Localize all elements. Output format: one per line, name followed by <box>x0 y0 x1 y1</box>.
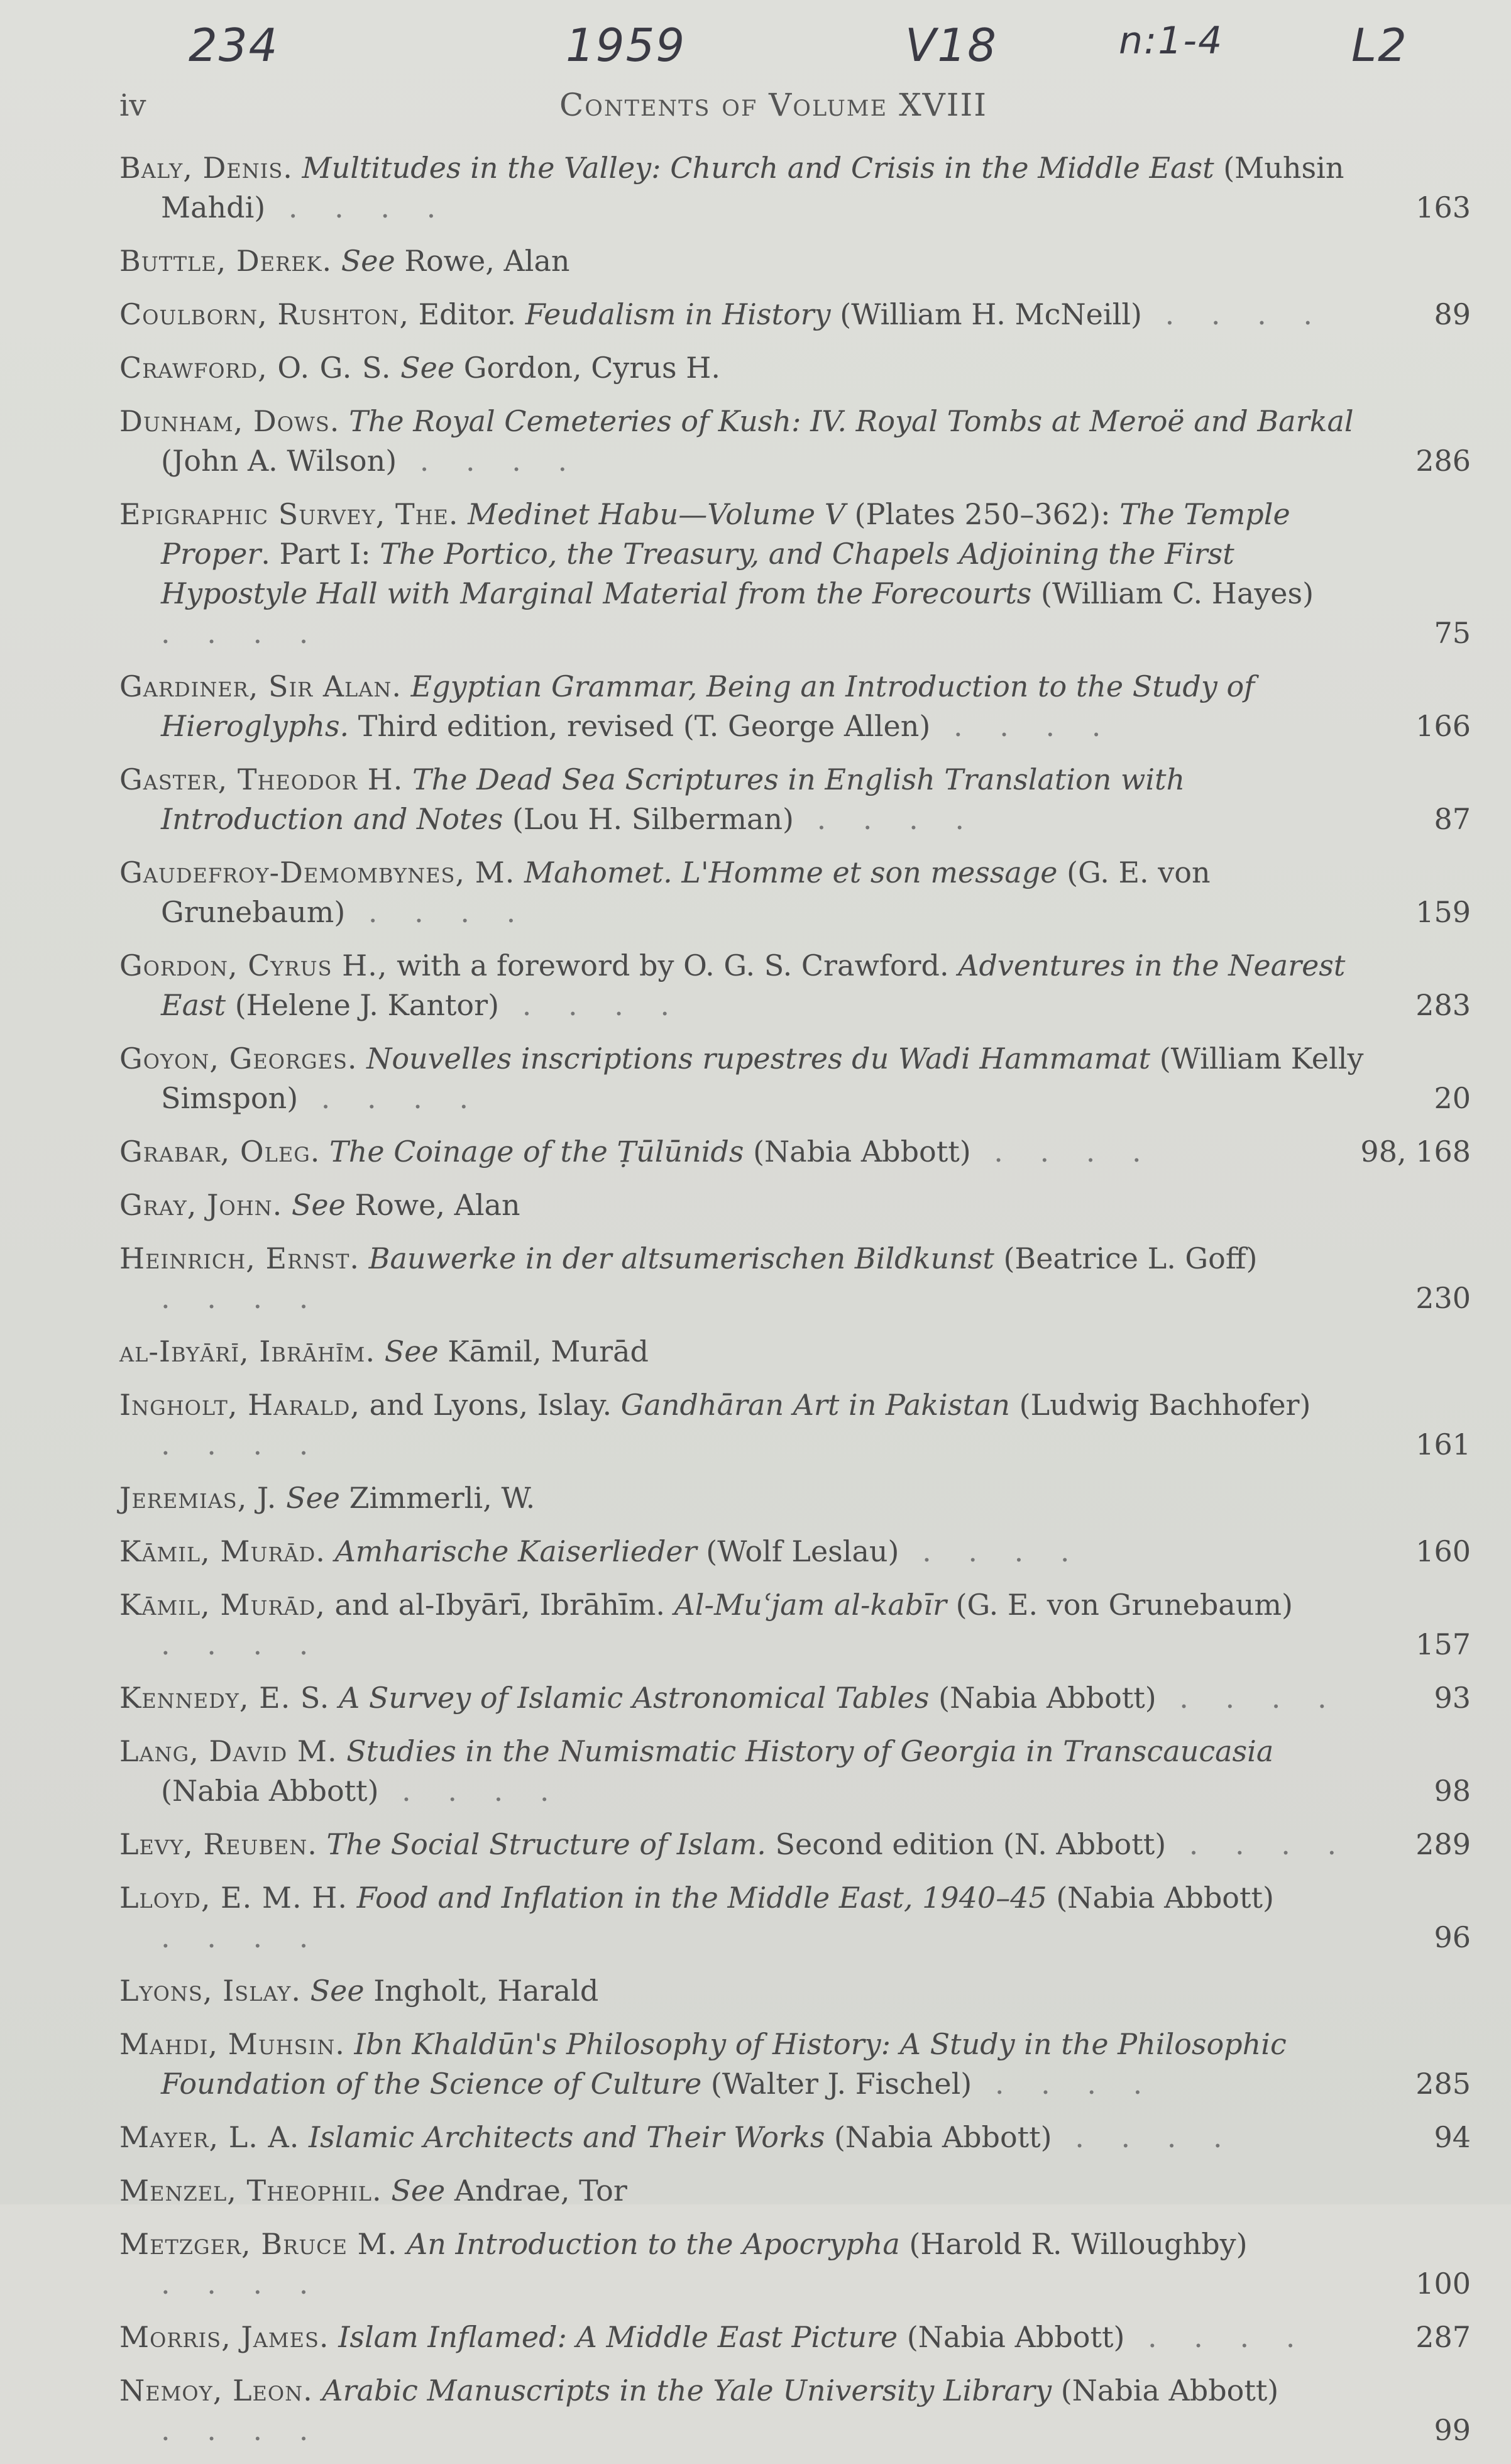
entry-text <box>119 853 1471 932</box>
entry-text <box>119 402 1471 481</box>
leader-dots: . . . . <box>161 1281 322 1315</box>
entry-page-number: 157 <box>1415 1627 1471 1661</box>
entry-reviewer: (Muhsin Mahdi) <box>161 151 1344 224</box>
entry-title: Nouvelles inscriptions rupestres du Wadi Hammamat <box>366 1042 1151 1075</box>
contents-entry <box>119 1478 1471 1518</box>
handwritten-note-2: 1959 <box>566 19 686 72</box>
entry-text <box>119 1585 1471 1664</box>
entry-reviewer: (Nabia Abbott) <box>825 2120 1052 2154</box>
leader-dots: . . . . <box>970 1135 1155 1169</box>
entry-text <box>119 1385 1471 1465</box>
entry-reviewer: Kāmil, Murād <box>438 1334 649 1368</box>
entry-page-number: 93 <box>1434 1681 1471 1715</box>
contents-entry <box>119 1678 1471 1718</box>
contents-entry <box>119 402 1471 481</box>
entry-text <box>119 2171 1471 2211</box>
entry-page-number: 100 <box>1415 2267 1471 2301</box>
entry-author: Crawford, O. G. S. <box>119 351 392 385</box>
leader-dots: . . . . <box>298 1081 483 1115</box>
contents-entry <box>119 1385 1471 1465</box>
entry-title: Bauwerke in der altsumerischen Bildkunst <box>368 1241 994 1275</box>
entry-author: al-Ibyārī, Ibrāhīm. <box>119 1334 376 1368</box>
entry-author: Goyon, Georges. <box>119 1042 358 1075</box>
entry-reviewer: Second edition (N. Abbott) <box>766 1827 1167 1861</box>
entry-title: Arabic Manuscripts in the Yale University Library <box>322 2373 1052 2407</box>
handwritten-note-4: n:1-4 <box>1119 19 1224 63</box>
contents-entry <box>119 1732 1471 1811</box>
leader-dots: . . . . <box>1124 2320 1309 2354</box>
entry-author: Lyons, Islay. <box>119 1974 301 2008</box>
entry-text <box>119 1732 1471 1811</box>
leader-dots: . . . . <box>161 1920 322 1954</box>
entry-title: See <box>384 1334 439 1368</box>
entry-preamble: and al-Ibyārī, Ibrāhīm. <box>325 1588 674 1622</box>
contents-entry <box>119 1585 1471 1664</box>
leader-dots: . . . . <box>161 1427 322 1461</box>
contents-entry <box>119 1185 1471 1225</box>
entry-page-number: 230 <box>1415 1281 1471 1315</box>
entry-page-number: 283 <box>1415 988 1471 1022</box>
leader-dots: . . . . <box>378 1774 563 1808</box>
contents-list <box>119 148 1471 2464</box>
entry-title: The Royal Cemeteries of Kush: IV. Royal Tombs at Meroë and Barkal <box>349 404 1354 438</box>
entry-author: Lloyd, E. M. H. <box>119 1881 348 1915</box>
entry-reviewer: (Helene J. Kantor) <box>226 988 500 1022</box>
entry-page-number: 89 <box>1434 297 1471 331</box>
entry-author: Dunham, Dows. <box>119 404 340 438</box>
leader-dots: . . . . <box>930 709 1115 743</box>
entry-title: Amharische Kaiserlieder <box>334 1534 697 1568</box>
contents-entry <box>119 853 1471 932</box>
entry-reviewer: (Nabia Abbott) <box>161 1774 379 1808</box>
contents-entry <box>119 2025 1471 2104</box>
entry-text <box>119 1039 1471 1118</box>
entry-reviewer: Rowe, Alan <box>395 244 570 278</box>
entry-title: Feudalism in History <box>525 297 831 331</box>
entry-title: Adventures in the Nearest East <box>161 949 1346 1022</box>
entry-reviewer: (Nabia Abbott) <box>898 2320 1125 2354</box>
entry-reviewer: (Nabia Abbott) <box>1052 2373 1279 2407</box>
entry-text <box>119 1478 1471 1518</box>
entry-reviewer: (Walter J. Fischel) <box>701 2067 972 2101</box>
page-number: iv <box>119 88 146 123</box>
entry-text <box>119 1239 1471 1318</box>
entry-author: Buttle, Derek. <box>119 244 332 278</box>
leader-dots: . . . . <box>161 1627 322 1661</box>
entry-title: The Social Structure of Islam. <box>326 1827 766 1861</box>
entry-title: See <box>341 244 395 278</box>
leader-dots: . . . . <box>1156 1681 1341 1715</box>
entry-reviewer: (William Kelly Simspon) <box>161 1042 1364 1115</box>
leader-dots: . . . . <box>1052 2120 1236 2154</box>
entry-text <box>119 241 1471 281</box>
entry-reviewer: Ingholt, Harald <box>364 1974 599 2008</box>
entry-reviewer: Zimmerli, W. <box>340 1481 536 1515</box>
entry-page-number: 289 <box>1415 1827 1471 1861</box>
contents-entry <box>119 2318 1471 2357</box>
entry-page-number: 94 <box>1434 2120 1471 2154</box>
entry-title: See <box>310 1974 365 2008</box>
entry-page-number: 98 <box>1434 1774 1471 1808</box>
entry-title: Al-Muʿjam al-kabīr <box>674 1588 947 1622</box>
entry-reviewer: Third edition, revised (T. George Allen) <box>349 709 931 743</box>
contents-entry <box>119 241 1471 281</box>
contents-entry <box>119 1332 1471 1372</box>
entry-reviewer: Andrae, Tor <box>445 2174 627 2208</box>
entry-title: Ibn Khaldūn's Philosophy of History: A Study in the Philosophic Foundation of the Science of Culture <box>161 2027 1287 2101</box>
entry-reviewer: (Ludwig Bachhofer) <box>1010 1388 1311 1422</box>
entry-text <box>119 1678 1471 1718</box>
entry-author: Gaudefroy-Demombynes, M. <box>119 855 515 889</box>
entry-title: See <box>391 2174 446 2208</box>
entry-text <box>119 1532 1471 1571</box>
entry-page-number: 285 <box>1415 2067 1471 2101</box>
entry-text <box>119 2371 1471 2450</box>
entry-author: Coulborn, Rushton, <box>119 297 409 331</box>
entry-page-number: 75 <box>1434 616 1471 650</box>
entry-reviewer: (Nabia Abbott) <box>1047 1881 1274 1915</box>
entry-title: A Survey of Islamic Astronomical Tables <box>339 1681 930 1715</box>
entry-text <box>119 1132 1471 1172</box>
leader-dots: . . . . <box>397 444 581 478</box>
entry-author: Morris, James. <box>119 2320 329 2354</box>
page-title: Contents of Volume XVIII <box>559 87 988 123</box>
contents-entry <box>119 148 1471 228</box>
entry-author: Nemoy, Leon. <box>119 2373 313 2407</box>
entry-author: Gordon, Cyrus H., <box>119 949 388 982</box>
leader-dots: . . . . <box>499 988 684 1022</box>
contents-entry <box>119 2371 1471 2450</box>
contents-entry <box>119 1878 1471 1957</box>
entry-text <box>119 148 1471 228</box>
entry-reviewer: (Beatrice L. Goff) <box>994 1241 1258 1275</box>
entry-author: Jeremias, J. <box>119 1481 277 1515</box>
entry-title: See <box>400 351 455 385</box>
entry-page-number: 96 <box>1434 1920 1471 1954</box>
entry-page-number: 163 <box>1415 190 1471 224</box>
contents-entry <box>119 2225 1471 2304</box>
entry-page-number: 98, 168 <box>1360 1135 1471 1169</box>
entry-reviewer-part3: (William C. Hayes) <box>1031 576 1314 610</box>
entry-page-number: 20 <box>1434 1081 1471 1115</box>
contents-entry <box>119 2171 1471 2211</box>
entry-text <box>119 1878 1471 1957</box>
entry-text-part2: . Part I: <box>261 537 380 571</box>
leader-dots: . . . . <box>899 1534 1084 1568</box>
entry-author: Kennedy, E. S. <box>119 1681 330 1715</box>
entry-preamble: with a foreword by O. G. S. Crawford. <box>387 949 959 982</box>
entry-page-number: 166 <box>1415 709 1471 743</box>
leader-dots: . . . . <box>1166 1827 1351 1861</box>
entry-reviewer: (Plates 250–362): <box>845 497 1120 531</box>
entry-author: Heinrich, Ernst. <box>119 1241 360 1275</box>
entry-text <box>119 1971 1471 2011</box>
entry-text <box>119 946 1471 1025</box>
entry-reviewer: Gordon, Cyrus H. <box>454 351 720 385</box>
entry-preamble: and Lyons, Islay. <box>360 1388 621 1422</box>
entry-text <box>119 760 1471 839</box>
entry-text <box>119 495 1471 653</box>
entry-reviewer: (Nabia Abbott) <box>744 1135 971 1169</box>
contents-entry <box>119 1532 1471 1571</box>
leader-dots: . . . . <box>161 2267 322 2301</box>
entry-reviewer: Rowe, Alan <box>345 1188 520 1222</box>
entry-reviewer: (John A. Wilson) <box>161 444 397 478</box>
entry-reviewer: (G. E. von Grunebaum) <box>161 855 1211 929</box>
entry-text <box>119 1332 1471 1372</box>
entry-text <box>119 348 1471 388</box>
contents-entry <box>119 667 1471 746</box>
entry-page-number: 286 <box>1415 444 1471 478</box>
entry-author: Mayer, L. A. <box>119 2120 300 2154</box>
contents-entry <box>119 348 1471 388</box>
entry-text <box>119 2025 1471 2104</box>
entry-text <box>119 667 1471 746</box>
entry-title: The Coinage of the Ṭūlūnids <box>329 1135 744 1169</box>
entry-author: Epigraphic Survey, The. <box>119 497 459 531</box>
entry-author: Baly, Denis. <box>119 151 293 185</box>
entry-reviewer: (William H. McNeill) <box>830 297 1142 331</box>
leader-dots: . . . . <box>1141 297 1326 331</box>
entry-reviewer: (G. E. von Grunebaum) <box>946 1588 1293 1622</box>
contents-entry <box>119 295 1471 334</box>
entry-title: Islamic Architects and Their Works <box>309 2120 825 2154</box>
leader-dots: . . . . <box>265 190 450 224</box>
contents-entry <box>119 946 1471 1025</box>
entry-page-number: 287 <box>1415 2320 1471 2354</box>
contents-entry <box>119 1825 1471 1864</box>
entry-page-number: 87 <box>1434 802 1471 836</box>
entry-text <box>119 295 1471 334</box>
entry-author: Ingholt, Harald, <box>119 1388 361 1422</box>
entry-title: Food and Inflation in the Middle East, 1940–45 <box>356 1881 1047 1915</box>
entry-preamble: Editor. <box>409 297 525 331</box>
entry-author: Gray, John. <box>119 1188 283 1222</box>
entry-text <box>119 2118 1471 2157</box>
leader-dots: . . . . <box>161 2413 322 2447</box>
entry-title: An Introduction to the Apocrypha <box>406 2227 900 2261</box>
entry-text <box>119 2225 1471 2304</box>
contents-entry <box>119 760 1471 839</box>
contents-entry <box>119 2118 1471 2157</box>
leader-dots: . . . . <box>972 2067 1157 2101</box>
leader-dots: . . . . <box>161 616 322 650</box>
leader-dots: . . . . <box>793 802 978 836</box>
contents-entry <box>119 495 1471 653</box>
entry-text <box>119 1825 1471 1864</box>
contents-entry <box>119 1039 1471 1118</box>
contents-entry <box>119 1239 1471 1318</box>
entry-page-number: 160 <box>1415 1534 1471 1568</box>
entry-author: Gaster, Theodor H. <box>119 762 404 796</box>
entry-reviewer: (Lou H. Silberman) <box>503 802 794 836</box>
entry-author: Mahdi, Muhsin. <box>119 2027 345 2061</box>
entry-author: Menzel, Theophil. <box>119 2174 382 2208</box>
entry-text <box>119 2318 1471 2357</box>
entry-title: Egyptian Grammar, Being an Introduction to the Study of Hieroglyphs. <box>161 669 1255 743</box>
entry-title: Studies in the Numismatic History of Georgia in Transcaucasia <box>346 1734 1274 1768</box>
entry-page-number: 99 <box>1434 2413 1471 2447</box>
entry-title: Medinet Habu—Volume V <box>468 497 845 531</box>
entry-title: Islam Inflamed: A Middle East Picture <box>338 2320 898 2354</box>
entry-author: Kāmil, Murād. <box>119 1534 326 1568</box>
leader-dots: . . . . <box>345 895 530 929</box>
handwritten-note-5: L2 <box>1351 19 1408 72</box>
entry-author: Kāmil, Murād, <box>119 1588 326 1622</box>
handwritten-note-3: V18 <box>905 19 997 72</box>
entry-author: Levy, Reuben. <box>119 1827 317 1861</box>
entry-text <box>119 1185 1471 1225</box>
entry-page-number: 159 <box>1415 895 1471 929</box>
entry-title: The Dead Sea Scriptures in English Translation with Introduction and Notes <box>161 762 1185 836</box>
handwritten-note-1: 234 <box>189 19 279 72</box>
entry-page-number: 161 <box>1415 1427 1471 1461</box>
entry-reviewer: (Harold R. Willoughby) <box>899 2227 1248 2261</box>
entry-author: Metzger, Bruce M. <box>119 2227 398 2261</box>
contents-entry <box>119 1971 1471 2011</box>
entry-title: Gandhāran Art in Pakistan <box>620 1388 1011 1422</box>
entry-title: See <box>291 1188 346 1222</box>
entry-author: Lang, David M. <box>119 1734 338 1768</box>
entry-reviewer: (Wolf Leslau) <box>696 1534 899 1568</box>
entry-title: See <box>286 1481 341 1515</box>
entry-author: Grabar, Oleg. <box>119 1135 321 1169</box>
entry-title-part3: The Portico, the Treasury, and Chapels Adjoining the First Hypostyle Hall with Marginal Material from the Forecourts <box>161 537 1234 610</box>
entry-title: Mahomet. L'Homme et son message <box>524 855 1058 889</box>
entry-title: Multitudes in the Valley: Church and Crisis in the Middle East <box>302 151 1214 185</box>
entry-title-part2: The Temple Proper <box>161 497 1290 571</box>
entry-author: Gardiner, Sir Alan. <box>119 669 402 703</box>
entry-reviewer: (Nabia Abbott) <box>929 1681 1157 1715</box>
contents-entry <box>119 1132 1471 1172</box>
